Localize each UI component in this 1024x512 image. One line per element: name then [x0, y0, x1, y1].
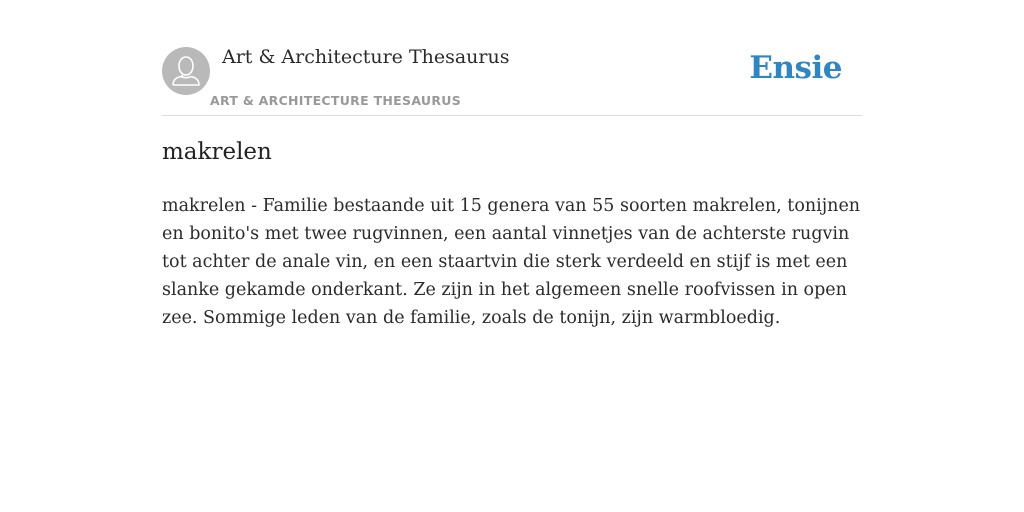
entry-header [162, 46, 862, 116]
user-silhouette-icon [162, 47, 210, 95]
brand-logo[interactable]: Ensie [749, 50, 842, 86]
entry-title: makrelen [162, 139, 272, 165]
entry-definition: makrelen - Familie bestaande uit 15 genera van 55 soorten makrelen, tonijnen en bonito's met twee rugvinnen, een aantal vinnetjes van de achterste rugvin tot achter de anale vin, en een staartvin die sterk verdeeld en stijf is met een slanke gekamde onderkant. Ze zijn in het algemeen snelle roofvissen in open zee. Sommige leden van de familie, zoals de tonijn, zijn warmbloedig. [162, 196, 861, 328]
author-avatar[interactable] [162, 47, 210, 95]
author-subtitle: ART & ARCHITECTURE THESAURUS [210, 93, 462, 108]
author-name[interactable]: Art & Architecture Thesaurus [222, 46, 510, 68]
